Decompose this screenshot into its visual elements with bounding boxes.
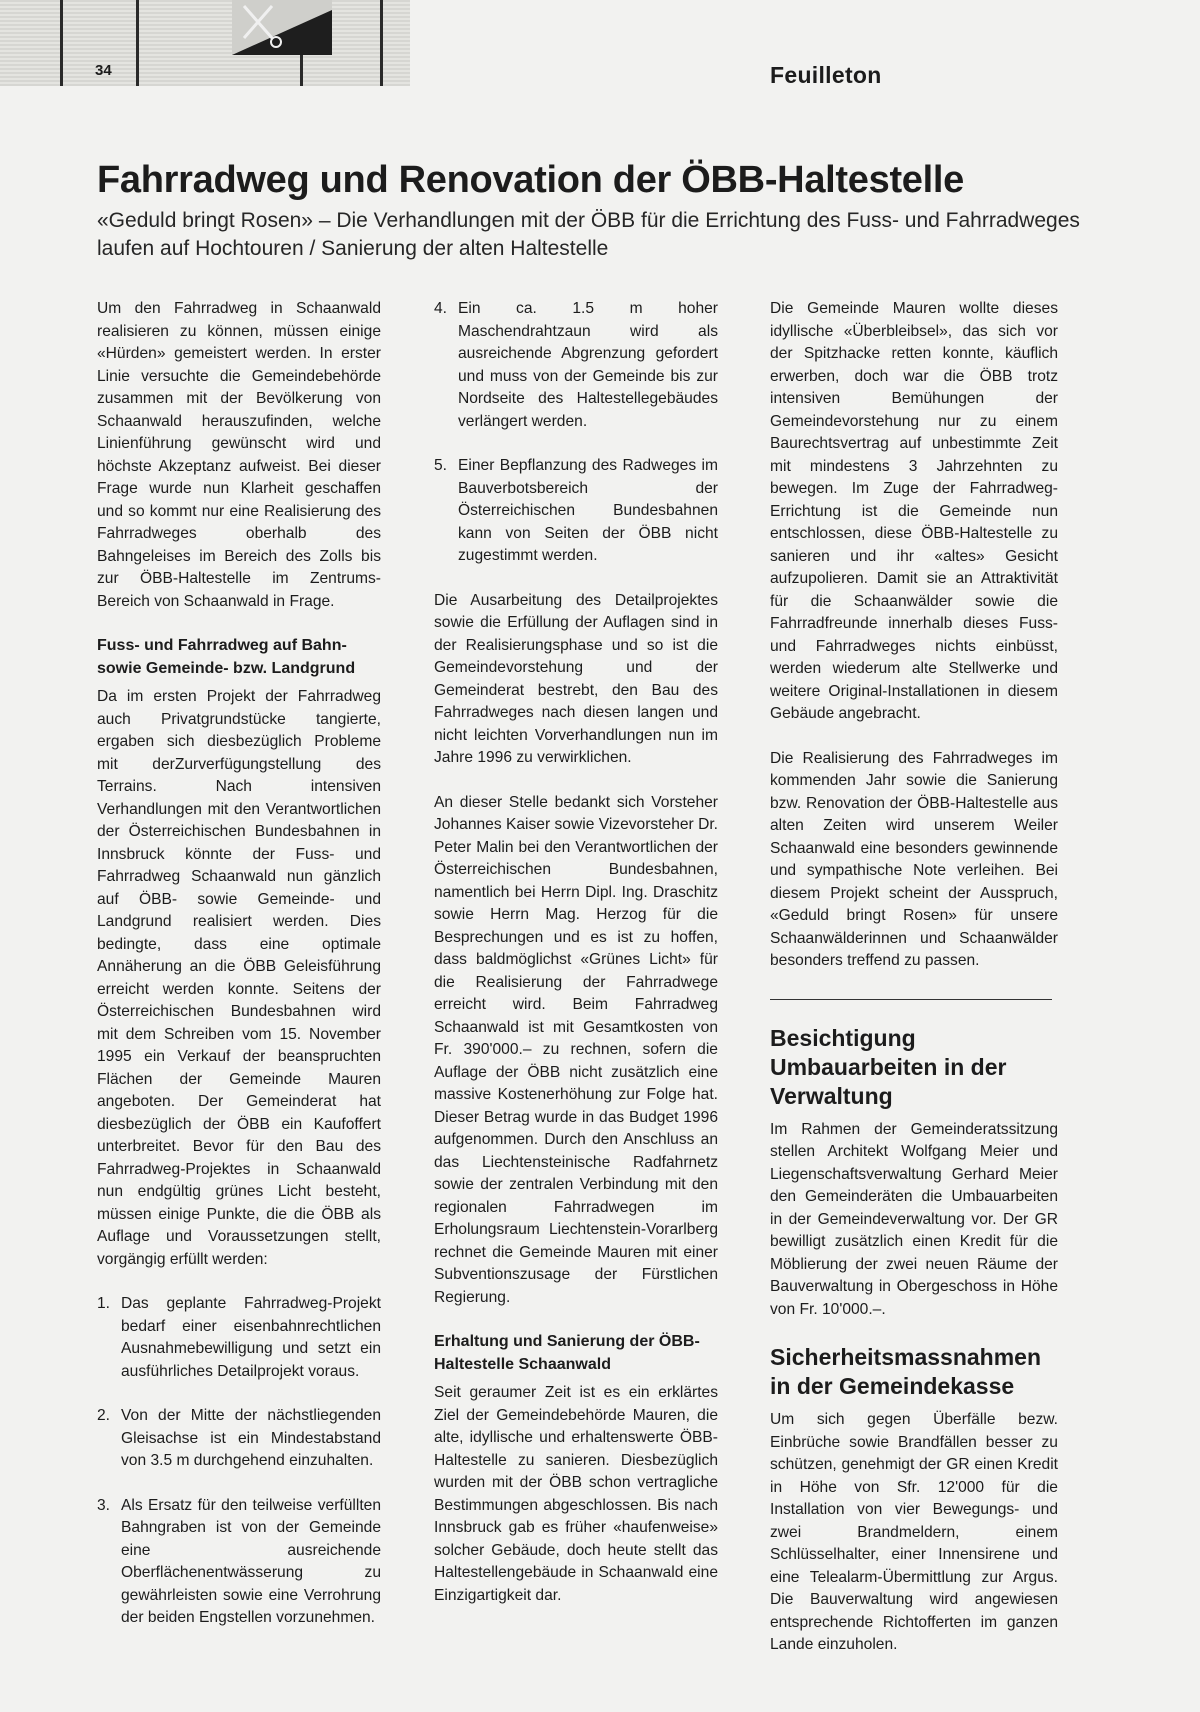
header-band	[0, 0, 410, 86]
requirements-list	[97, 1293, 381, 1630]
list-item	[434, 298, 718, 433]
list-item	[97, 1405, 381, 1473]
list-number: 5.	[434, 457, 448, 474]
paragraph: An dieser Stelle bedankt sich Vorsteher Johannes Kaiser sowie Vizevorsteher Dr. Peter Malin bei den Verantwortlichen der Österreichischen Bundesbahnen, namentlich bei Herrn Dipl. Ing. Draschitz sowie Herrn Mag. Herzog für die Besprechungen und es ist zu hoffen, dass baldmöglichst «Grünes Licht» für die Realisierung der Fahrradwege erreicht wird. Beim Fahrradweg Schaanwald ist mit Gesamtkosten von Fr. 390'000.– zu rechnen, sofern die Auflage der ÖBB nicht zusätzlich eine massive Kostenerhöhung zur Folge hat. Dieser Betrag wurde in das Budget 1996 aufgenommen. Durch den Anschluss an das Liechtensteinische Radfahrnetz sowie der zentralen Verbindung mit den regionalen Fahrradwegen im Erholungsraum Liechtenstein-Vorarlberg rechnet die Gemeinde Mauren mit einer Subventionszusage der Fürstlichen Regierung.	[434, 793, 719, 1306]
section-divider	[770, 999, 1052, 1000]
notice-body: Im Rahmen der Gemeinderatssitzung stellen Architekt Wolfgang Meier und Liegenschaftsverwaltung Gerhard Meier den Gemeinderäten die Umbauarbeiten in der Gemeindeverwaltung vor. Der GR bewilligt zusätzlich einen Kredit für die Möblierung der zwei neuen Räume der Bauverwaltung in Obergeschoss in Höhe von Fr. 10'000.–.	[770, 1120, 1058, 1318]
article-subtitle: «Geduld bringt Rosen» – Die Verhandlungen mit der ÖBB für die Errichtung des Fuss- und Fahrradweges laufen auf Hochtouren / Sanierung der alten Haltestelle	[97, 209, 1080, 260]
article-column-3	[770, 298, 1058, 1679]
paragraph: Die Ausarbeitung des Detailprojektes sowie die Erfüllung der Auflagen sind in der Realisierungsphase und so ist die Gemeindevorstehung und der Gemeinderat bestrebt, den Bau des Fahrradweges nach diesen langen und nicht leichten Vorverhandlungen nun im Jahre 1996 zu verwirklichen.	[434, 591, 718, 766]
article-title: Fahrradweg und Renovation der ÖBB-Haltestelle	[97, 159, 964, 201]
list-number: 4.	[434, 300, 448, 317]
subheading: Erhaltung und Sanierung der ÖBB-Haltestelle Schaanwald	[434, 1333, 700, 1373]
list-number: 2.	[97, 1407, 111, 1424]
header-divider	[60, 0, 63, 86]
list-text: Ein ca. 1.5 m hoher Maschendrahtzaun wird als ausreichende Abgrenzung gefordert und muss von der Gemeinde bis zur Nordseite des Haltestellegebäudes verlängert werden.	[458, 300, 718, 430]
article-column-1	[97, 298, 381, 1652]
paragraph: Die Realisierung des Fahrradweges im kommenden Jahr sowie die Sanierung bzw. Renovation der ÖBB-Haltestelle aus alten Zeiten wird unserem Weiler Schaanwald eine besonders gewinnende und sympathische Note verleihen. Bei diesem Projekt scheint der Ausspruch, «Geduld bringt Rosen» für unsere Schaanwälderinnen und Schaanwälder besonders treffend zu passen.	[770, 749, 1058, 969]
requirements-list-continued	[434, 298, 718, 568]
paragraph: Da im ersten Projekt der Fahrradweg auch Privatgrundstücke tangierte, ergaben sich diesbezüglich Probleme mit derZurverfügungstellung des Terrains. Nach intensiven Verhandlungen mit den Verantwortlichen der Österreichischen Bundesbahnen in Innsbruck könnte der Fuss- und Fahrradweg Schaanwald nun gänzlich auf ÖBB- sowie Gemeinde- und Landgrund realisiert werden. Dies bedingte, dass eine optimale Annäherung an die ÖBB Geleisführung erreicht werden konnte. Seitens der Österreichischen Bundesbahnen wird mit dem Schreiben vom 15. November 1995 ein Verkauf der beanspruchten Flächen der Gemeinde Mauren angeboten. Der Gemeinderat hat diesbezüglich der ÖBB ein Kaufoffert unterbreitet. Bevor für den Bau des Fahrradweg-Projektes in Schaanwald nun endgültig grünes Licht besteht, müssen einige Punkte, die die ÖBB als Auflage und Voraussetzungen stellt, vorgängig erfüllt werden:	[97, 688, 381, 1268]
paragraph: Die Gemeinde Mauren wollte dieses idyllische «Überbleibsel», das sich vor der Spitzhacke retten konnte, käuflich erwerben, doch war die ÖBB trotz intensiven Bemühungen der Gemeindevorstehung nur zu einem Baurechtsvertrag auf unbestimmte Zeit mit mindestens 3 Jahrzehnten zu bewegen. Im Zuge der Fahrradweg-Errichtung ist die Gemeinde nun entschlossen, diese ÖBB-Haltestelle zu sanieren und ihr «altes» Gesicht aufzupolieren. Damit sie an Attraktivität für die Schaanwälder sowie die Fahrradfreunde innerhalb dieses Fuss- und Fahrradweges nichts einbüsst, werden wiederum alte Stellwerke und weitere Original-Installationen in diesem Gebäude angebracht.	[770, 300, 1058, 722]
subheading: Fuss- und Fahrradweg auf Bahn- sowie Gemeinde- bzw. Landgrund	[97, 637, 356, 677]
list-text: Einer Bepflanzung des Radweges im Bauverbotsbereich der Österreichischen Bundesbahnen kann von Seiten der ÖBB nicht zugestimmt werden.	[458, 457, 718, 564]
list-text: Als Ersatz für den teilweise verfüllten Bahngraben ist von der Gemeinde eine ausreichende Oberflächenentwässerung zu gewährleisten sowie eine Verrohrung der beiden Engstellen vorzunehmen.	[121, 1496, 381, 1626]
list-number: 3.	[97, 1496, 111, 1514]
paragraph: Seit geraumer Zeit ist es ein erklärtes Ziel der Gemeindebehörde Mauren, die alte, idyllische und erhaltenswerte ÖBB-Haltestelle zu sanieren. Diesbezüglich wurden mit der ÖBB schon vertragliche Bestimmungen abgeschlossen. Bis nach Innsbruck gab es früher «haufenweise» solcher Gebäude, doch heute stellt das Haltestellengebäude in Schaanwald eine Einzigartigkeit dar.	[434, 1384, 718, 1604]
header-divider	[136, 0, 139, 86]
list-text: Von der Mitte der nächstliegenden Gleisachse ist ein Mindestabstand von 3.5 m durchgehend einzuhalten.	[121, 1407, 381, 1469]
section-label: Feuilleton	[770, 62, 882, 88]
header-divider	[380, 0, 383, 86]
notice-title: Besichtigung Umbauarbeiten in der Verwaltung	[770, 1024, 1007, 1109]
list-item	[97, 1293, 381, 1383]
list-text: Das geplante Fahrradweg-Projekt bedarf einer eisenbahnrechtlichen Ausnahmebewilligung und setzt ein ausführliches Detailprojekt voraus.	[121, 1295, 381, 1380]
list-number: 1.	[97, 1295, 111, 1312]
notice-title: Sicherheitsmassnahmen in der Gemeindekasse	[770, 1344, 1042, 1399]
notice-body: Um sich gegen Überfälle bezw. Einbrüche sowie Brandfällen besser zu schützen, genehmigt der GR einen Kredit in Höhe von Sfr. 12'000 für die Installation von vier Bewegungs- und zwei Brandmeldern, einem Schlüsselhalter, einer Innensirene und eine Telealarm-Übermittlung zur Argus. Die Bauverwaltung wird angewiesen entsprechende Richtofferten im ganzen Lande einzuholen.	[770, 1411, 1058, 1653]
list-item	[434, 455, 718, 568]
municipal-emblem-icon	[232, 0, 332, 55]
article-column-2	[434, 298, 718, 1629]
paragraph: Um den Fahrradweg in Schaanwald realisieren zu können, müssen einige «Hürden» gemeistert werden. In erster Linie versuchte die Gemeindebehörde zusammen mit der Bevölkerung von Schaanwald herauszufinden, welche Linienführung gewünscht wird und höchste Akzeptanz aufweist. Bei dieser Frage wurde nun Klarheit geschaffen und so kommt nur eine Realisierung des Fahrradweges oberhalb des Bahngeleises im Bereich des Zolls bis zur ÖBB-Haltestelle im Zentrums-Bereich von Schaanwald in Frage.	[97, 300, 381, 610]
page-number: 34	[95, 62, 112, 79]
list-item	[97, 1495, 381, 1630]
